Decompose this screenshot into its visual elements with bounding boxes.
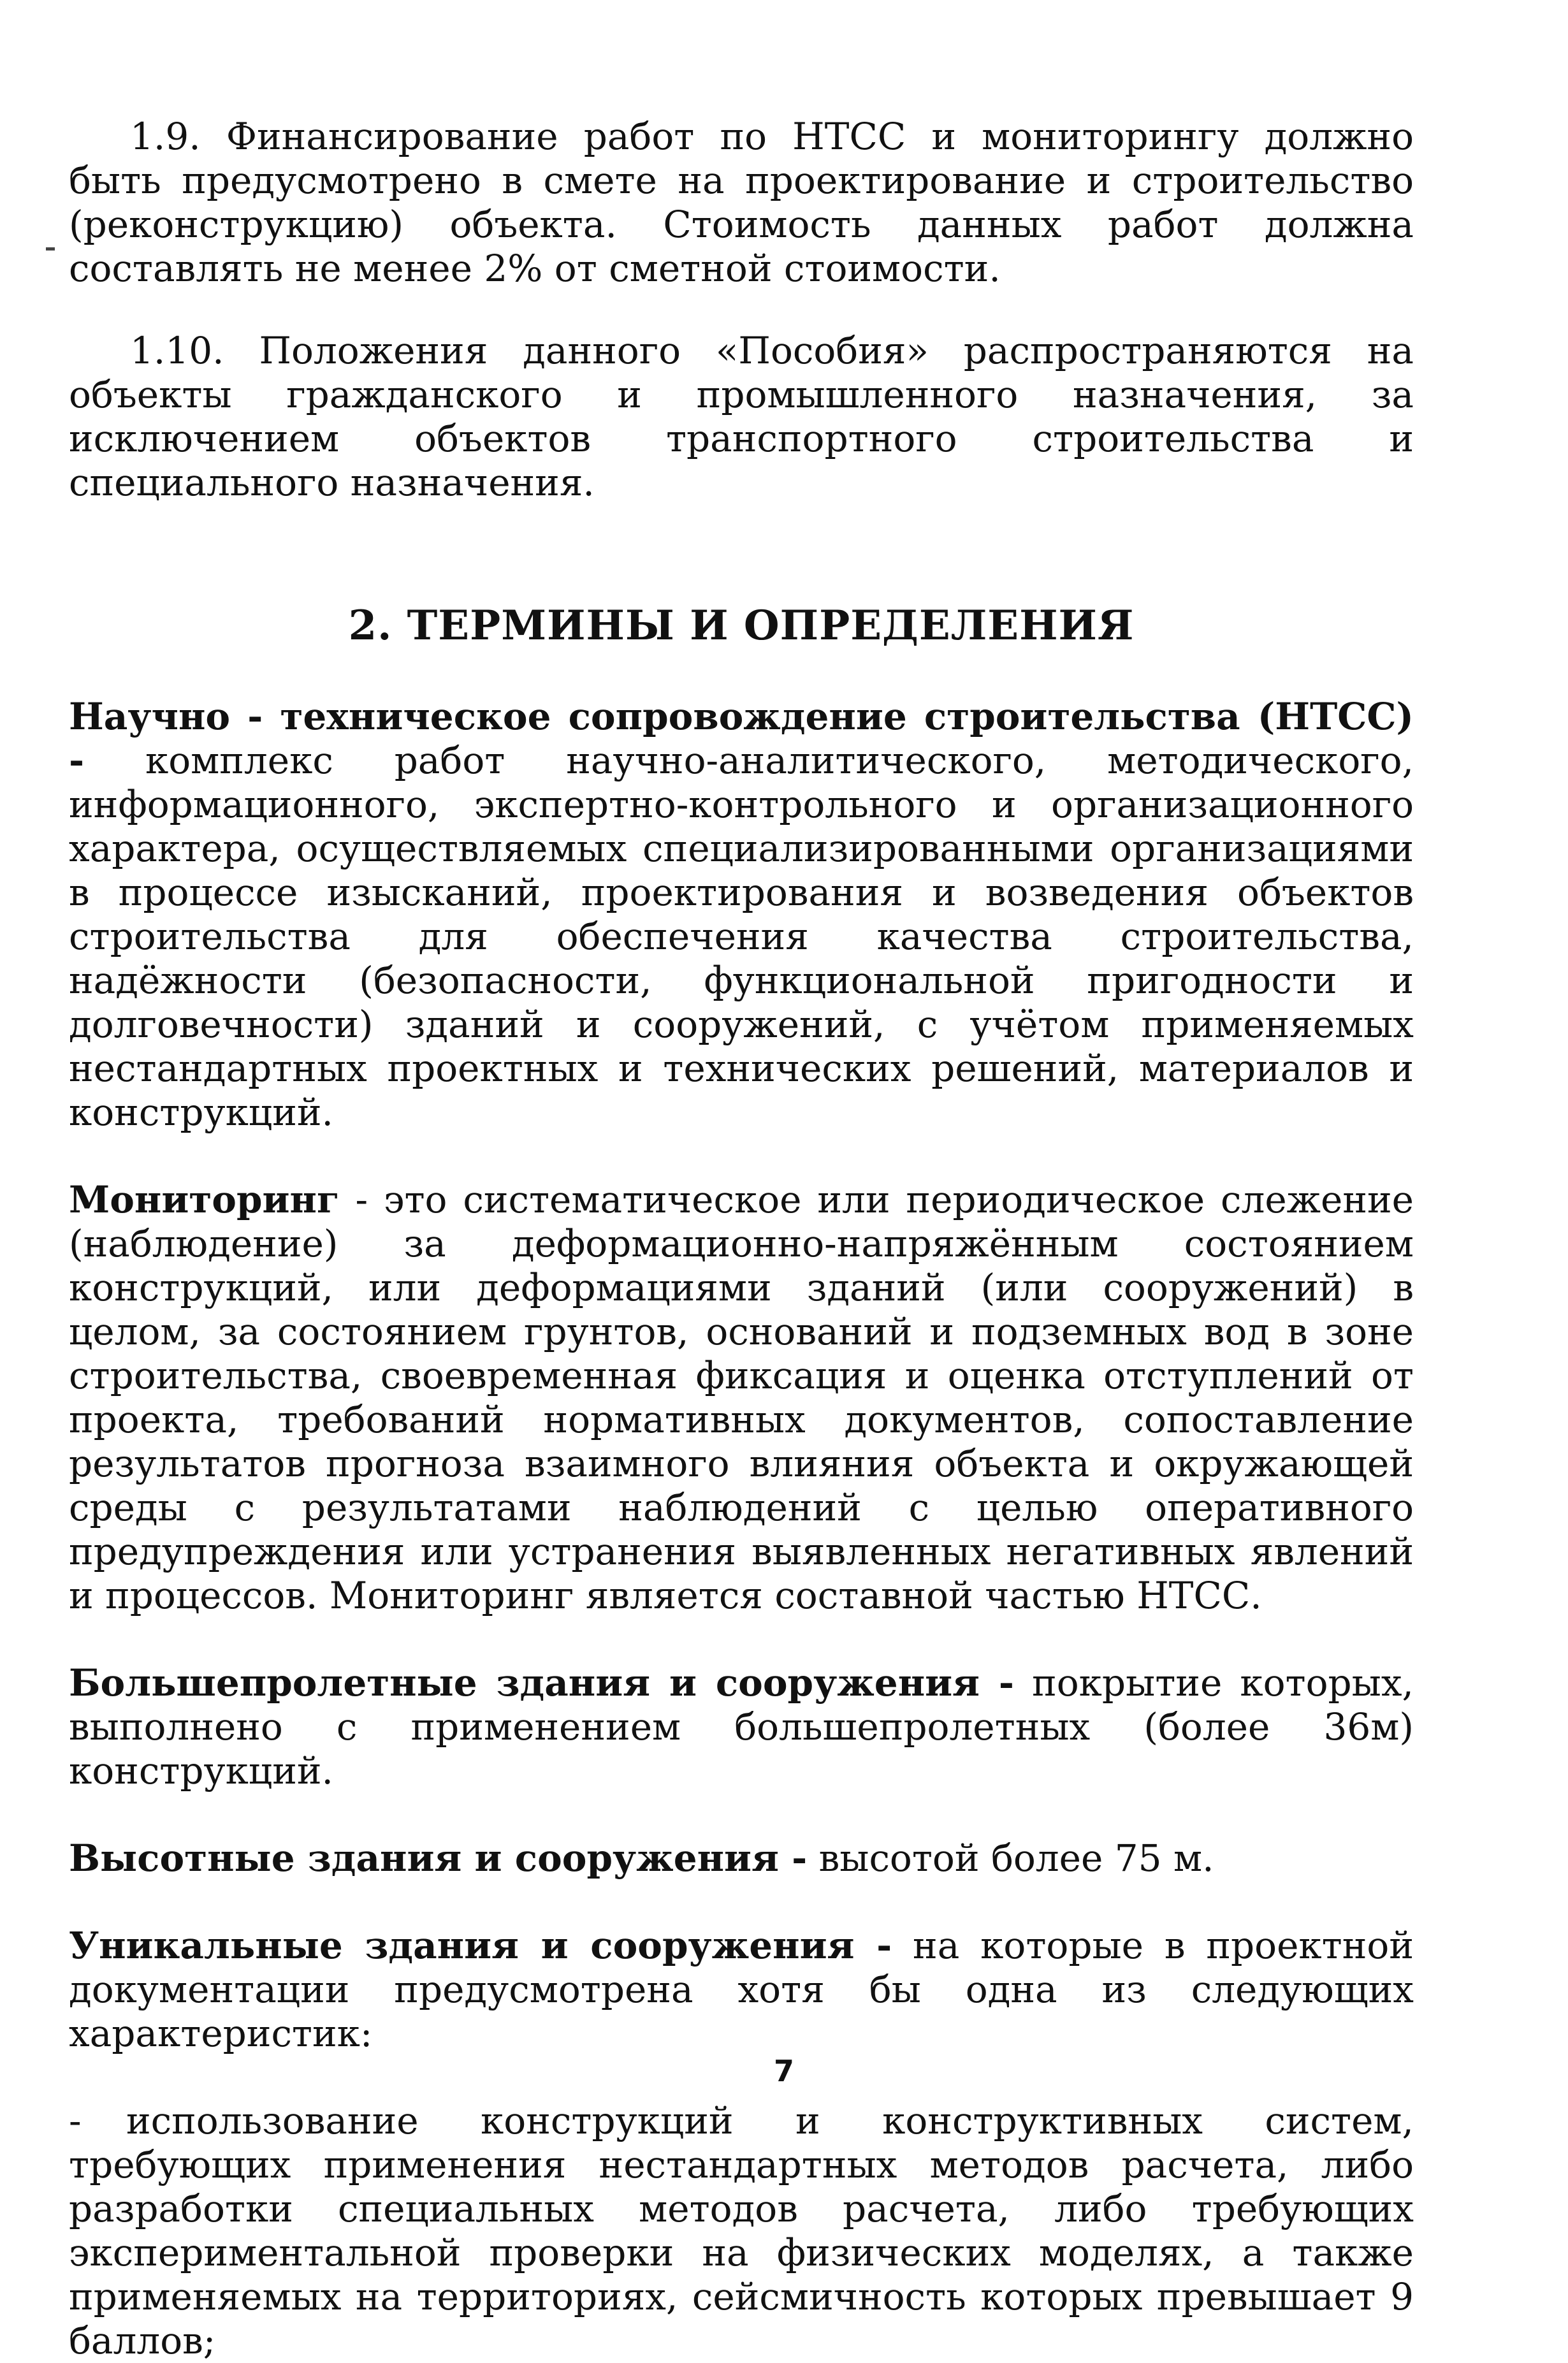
paragraph-1-9: 1.9. Финансирование работ по НТСС и мониторингу должно быть предусмотрено в смете на проектирование и строительство (реконструкцию) объекта. Стоимость данных работ должна составлять не менее 2% от сметной стоимости. [69, 115, 1414, 290]
bullet-dash: - [69, 2099, 82, 2142]
definition-term: Мониторинг [69, 1178, 340, 1221]
definition-ntss [69, 695, 1414, 1135]
definition-text: покрытие которых, выполнено с применением большепролетных (более 36м) конструкций. [69, 1661, 1414, 1792]
list-item-text: использование конструкций и конструктивных систем, требующих применения нестандартных методов расчета, либо разработки специальных методов расчета, либо требующих экспериментальной проверки на физических моделях, а также применяемых на территориях, сейсмичность которых превышает 9 баллов; [69, 2099, 1414, 2362]
definition-unique [69, 1924, 1414, 2056]
definition-term: Научно - техническое сопровождение строительства (НТСС) - [69, 695, 1414, 782]
definition-term: Уникальные здания и сооружения - [69, 1924, 892, 1967]
page-number: 7 [773, 2054, 794, 2088]
paragraph-1-10: 1.10. Положения данного «Пособия» распространяются на объекты гражданского и промышленного назначения, за исключением объектов транспортного строительства и специального назначения. [69, 329, 1414, 504]
definition-large-span [69, 1661, 1414, 1793]
definition-monitoring [69, 1178, 1414, 1618]
definition-term: Высотные здания и сооружения - [69, 1836, 808, 1880]
section-heading: 2. ТЕРМИНЫ И ОПРЕДЕЛЕНИЯ [348, 602, 1135, 650]
definition-text: на которые в проектной документации предусмотрена хотя бы одна из следующих характеристик: [69, 1924, 1414, 2055]
definition-text: высотой более 75 м. [807, 1836, 1214, 1880]
list-item [69, 2099, 1414, 2363]
document-page [69, 115, 1414, 2363]
definition-term: Большепролетные здания и сооружения - [69, 1661, 1014, 1705]
definition-high-rise [69, 1836, 1414, 1880]
definition-text: комплекс работ научно-аналитического, методического, информационного, экспертно-контрольного и организационного характера, осуществляемых специализированными организациями в процессе изысканий, проектирования и возведения объектов строительства для обеспечения качества строительства, надёжности (безопасности, функциональной пригодности и долговечности) зданий и сооружений, с учётом применяемых нестандартных проектных и технических решений, материалов и конструкций. [69, 739, 1414, 1134]
scan-margin-mark [46, 247, 55, 251]
definition-text: - это систематическое или периодическое слежение (наблюдение) за деформационно-напряжённым состоянием конструкций, или деформациями зданий (или сооружений) в целом, за состоянием грунтов, оснований и подземных вод в зоне строительства, своевременная фиксация и оценка отступлений от проекта, требований нормативных документов, сопоставление результатов прогноза взаимного влияния объекта и окружающей среды с результатами наблюдений с целью оперативного предупреждения или устранения выявленных негативных явлений и процессов. Мониторинг является составной частью НТСС. [69, 1178, 1414, 1617]
